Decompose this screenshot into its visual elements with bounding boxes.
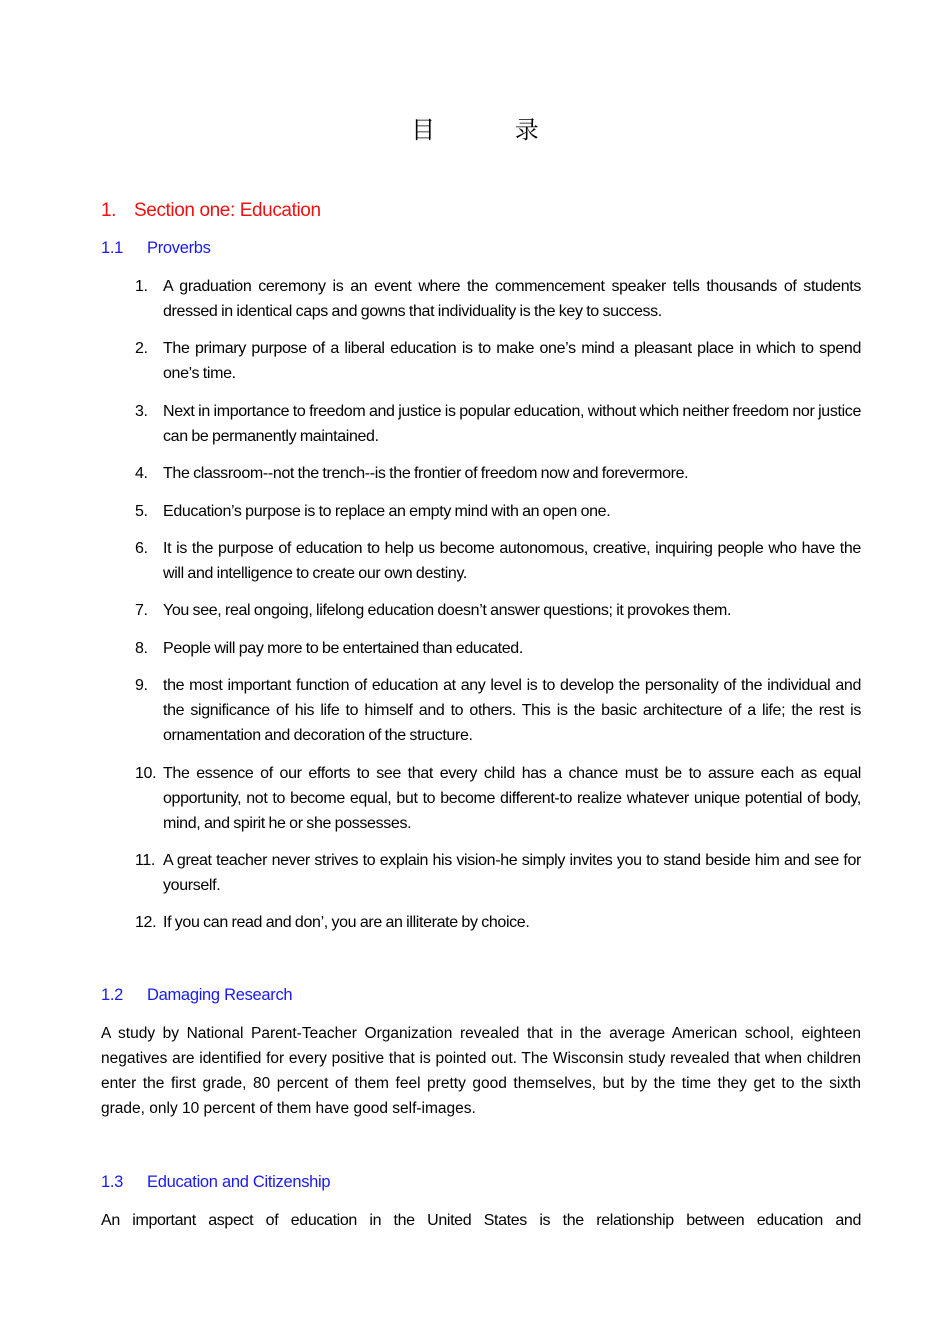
subsection-title: Proverbs — [147, 239, 211, 257]
item-text: the most important function of education at any level is to develop the personality of the individual and the significance of his life to himself and to others. This is the basic architecture of a life; the rest is ornamentation and decoration of the structure. — [163, 677, 861, 745]
item-text: It is the purpose of education to help us become autonomous, creative, inquiring people who have the will and intelligence to create our own destiny. — [163, 539, 861, 582]
section-title: Section one: Education — [134, 200, 321, 221]
list-item — [135, 673, 861, 748]
item-text: A graduation ceremony is an event where the commencement speaker tells thousands of students dressed in identical caps and gowns that individuality is the key to success. — [163, 278, 861, 320]
item-text: Next in importance to freedom and justice is popular education, without which neither freedom nor justice can be permanently maintained. — [163, 402, 861, 445]
item-text: You see, real ongoing, lifelong education doesn’t answer questions; it provokes them. — [163, 602, 732, 620]
proverbs-list — [135, 274, 861, 948]
research-paragraph: A study by National Parent-Teacher Organization revealed that in the average American school, eighteen negatives are identified for every positive that is pointed out. The Wisconsin study revealed that when children enter the first grade, 80 percent of them feel pretty good themselves, but by the time they get to the sixth grade, only 10 percent of them have good self-images. — [101, 1025, 861, 1117]
item-text: The classroom--not the trench--is the frontier of freedom now and forevermore. — [163, 465, 689, 483]
list-item — [135, 761, 861, 836]
list-item — [135, 499, 861, 524]
item-text: People will pay more to be entertained than educated. — [163, 639, 523, 657]
item-number: 7. — [135, 602, 148, 620]
item-number: 8. — [135, 639, 148, 657]
item-number: 10. — [135, 764, 157, 782]
page-title: 目 录 — [411, 116, 575, 144]
item-text: The primary purpose of a liberal education is to make one’s mind a pleasant place in which to spend one’s time. — [163, 340, 861, 383]
list-item — [135, 399, 861, 449]
item-text: Education’s purpose is to replace an empty mind with an open one. — [163, 502, 611, 520]
list-item — [135, 336, 861, 386]
subsection-title: Education and Citizenship — [147, 1173, 331, 1191]
section-heading — [101, 200, 321, 222]
subsection-heading-citizenship — [101, 1173, 330, 1192]
item-number: 6. — [135, 539, 148, 557]
subsection-heading-damaging-research — [101, 986, 292, 1005]
subsection-title: Damaging Research — [147, 986, 293, 1004]
citizenship-paragraph: An important aspect of education in the United States is the relationship between education and — [101, 1212, 861, 1229]
list-item — [135, 461, 861, 486]
item-number: 11. — [135, 851, 156, 869]
subsection-number: 1.2 — [101, 986, 124, 1004]
list-item — [135, 598, 861, 623]
list-item — [135, 536, 861, 586]
item-text: A great teacher never strives to explain his vision-he simply invites you to stand beside him and see for yourself. — [163, 851, 861, 894]
list-item — [135, 636, 861, 661]
list-item — [135, 274, 861, 324]
item-text: The essence of our efforts to see that every child has a chance must be to assure each as equal opportunity, not to become equal, but to become different-to realize whatever unique potential of body, mind, and spirit he or she possesses. — [163, 764, 861, 832]
item-number: 12. — [135, 914, 157, 932]
section-number: 1. — [101, 200, 117, 221]
item-number: 2. — [135, 340, 148, 358]
item-number: 5. — [135, 502, 148, 520]
item-number: 3. — [135, 402, 148, 420]
item-number: 1. — [135, 278, 148, 295]
item-text: If you can read and don’, you are an illiterate by choice. — [163, 914, 530, 932]
item-number: 4. — [135, 465, 148, 483]
item-number: 9. — [135, 677, 148, 695]
subsection-heading-proverbs — [101, 239, 211, 258]
subsection-number: 1.1 — [101, 239, 124, 257]
list-item — [135, 848, 861, 898]
list-item — [135, 910, 861, 935]
subsection-number: 1.3 — [101, 1173, 124, 1191]
